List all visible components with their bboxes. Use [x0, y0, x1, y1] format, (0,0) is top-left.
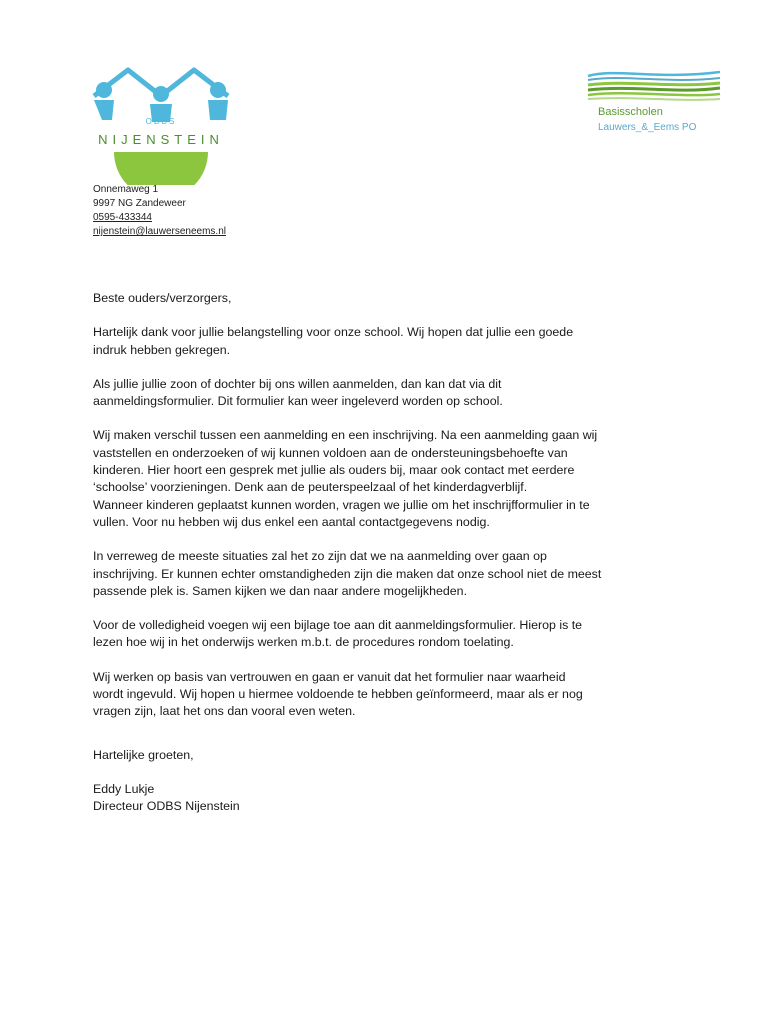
- partner-subname: Lauwers_&_Eems PO: [598, 122, 697, 133]
- signature: [93, 781, 693, 816]
- signature-title: Directeur ODBS Nijenstein: [93, 799, 240, 814]
- school-logo-graphic: [86, 60, 236, 185]
- paragraph: Voor de volledigheid voegen wij een bijlage toe aan dit aanmeldingsformulier. Hierop is te lezen hoe wij in het onderwijs werken m.b.t. de procedures rondom toelating.: [93, 618, 583, 650]
- child-figure-icon: [153, 86, 169, 102]
- paragraph: Als jullie jullie zoon of dochter bij ons willen aanmelden, dan kan dat via dit aanmeldingsformulier. Dit formulier kan weer ingeleverd worden op school.: [93, 376, 503, 409]
- signature-name: Eddy Lukje: [93, 781, 155, 796]
- partner-logo: [586, 66, 722, 146]
- paragraph: Hartelijk dank voor jullie belangstelling voor onze school. Wij hopen dat jullie een goede indruk hebben gekregen.: [93, 325, 574, 357]
- partner-name: Basisscholen: [598, 106, 663, 118]
- salutation: Beste ouders/verzorgers,: [93, 291, 232, 305]
- school-logo: [86, 60, 236, 185]
- phone-link[interactable]: 0595-433344: [93, 212, 152, 223]
- wave-lines-graphic: [586, 66, 722, 106]
- closing: Hartelijke groeten,: [93, 747, 194, 762]
- address-city: 9997 NG Zandeweer: [93, 198, 186, 209]
- grass-shape: [114, 152, 208, 185]
- child-figure-icon: [96, 82, 112, 98]
- email-link[interactable]: nijenstein@lauwerseneems.nl: [93, 226, 226, 237]
- address-block: [93, 183, 226, 239]
- paragraph: Wij maken verschil tussen een aanmelding en een inschrijving. Na een aanmelding gaan wij vaststellen en onderzoeken of wij kunnen voldoen aan de ondersteuningsbehoefte van kinderen. Hier hoort een gesprek met jullie als ouders bij, maar ook contact met eerdere ‘schoolse’ voorzieningen. Denk aan de peuterspeelzaal of het kinderdagverblijf. Wanneer kinderen geplaatst kunnen worden, vragen we jullie om het inschrijfformulier in te vullen. Voor nu hebben wij dus enkel een aantal contactgegevens nodig.: [93, 428, 598, 529]
- logo-odbs: ODBS: [145, 117, 177, 126]
- paragraph: In verreweg de meeste situaties zal het zo zijn dat we na aanmelding over gaan op inschrijving. Er kunnen echter omstandigheden zijn die maken dat onze school niet de meest passende plek is. Samen kijken we dan naar andere mogelijkheden.: [93, 549, 602, 598]
- child-figure-icon: [210, 82, 226, 98]
- logo-name: NIJENSTEIN: [98, 132, 224, 147]
- paragraph: Wij werken op basis van vertrouwen en gaan er vanuit dat het formulier naar waarheid wordt ingevuld. Wij hopen u hiermee voldoende te hebben geïnformeerd, maar als er nog vragen zijn, laat het ons dan vooral even weten.: [93, 669, 583, 719]
- address-street: Onnemaweg 1: [93, 184, 159, 195]
- letter-body: [93, 290, 693, 833]
